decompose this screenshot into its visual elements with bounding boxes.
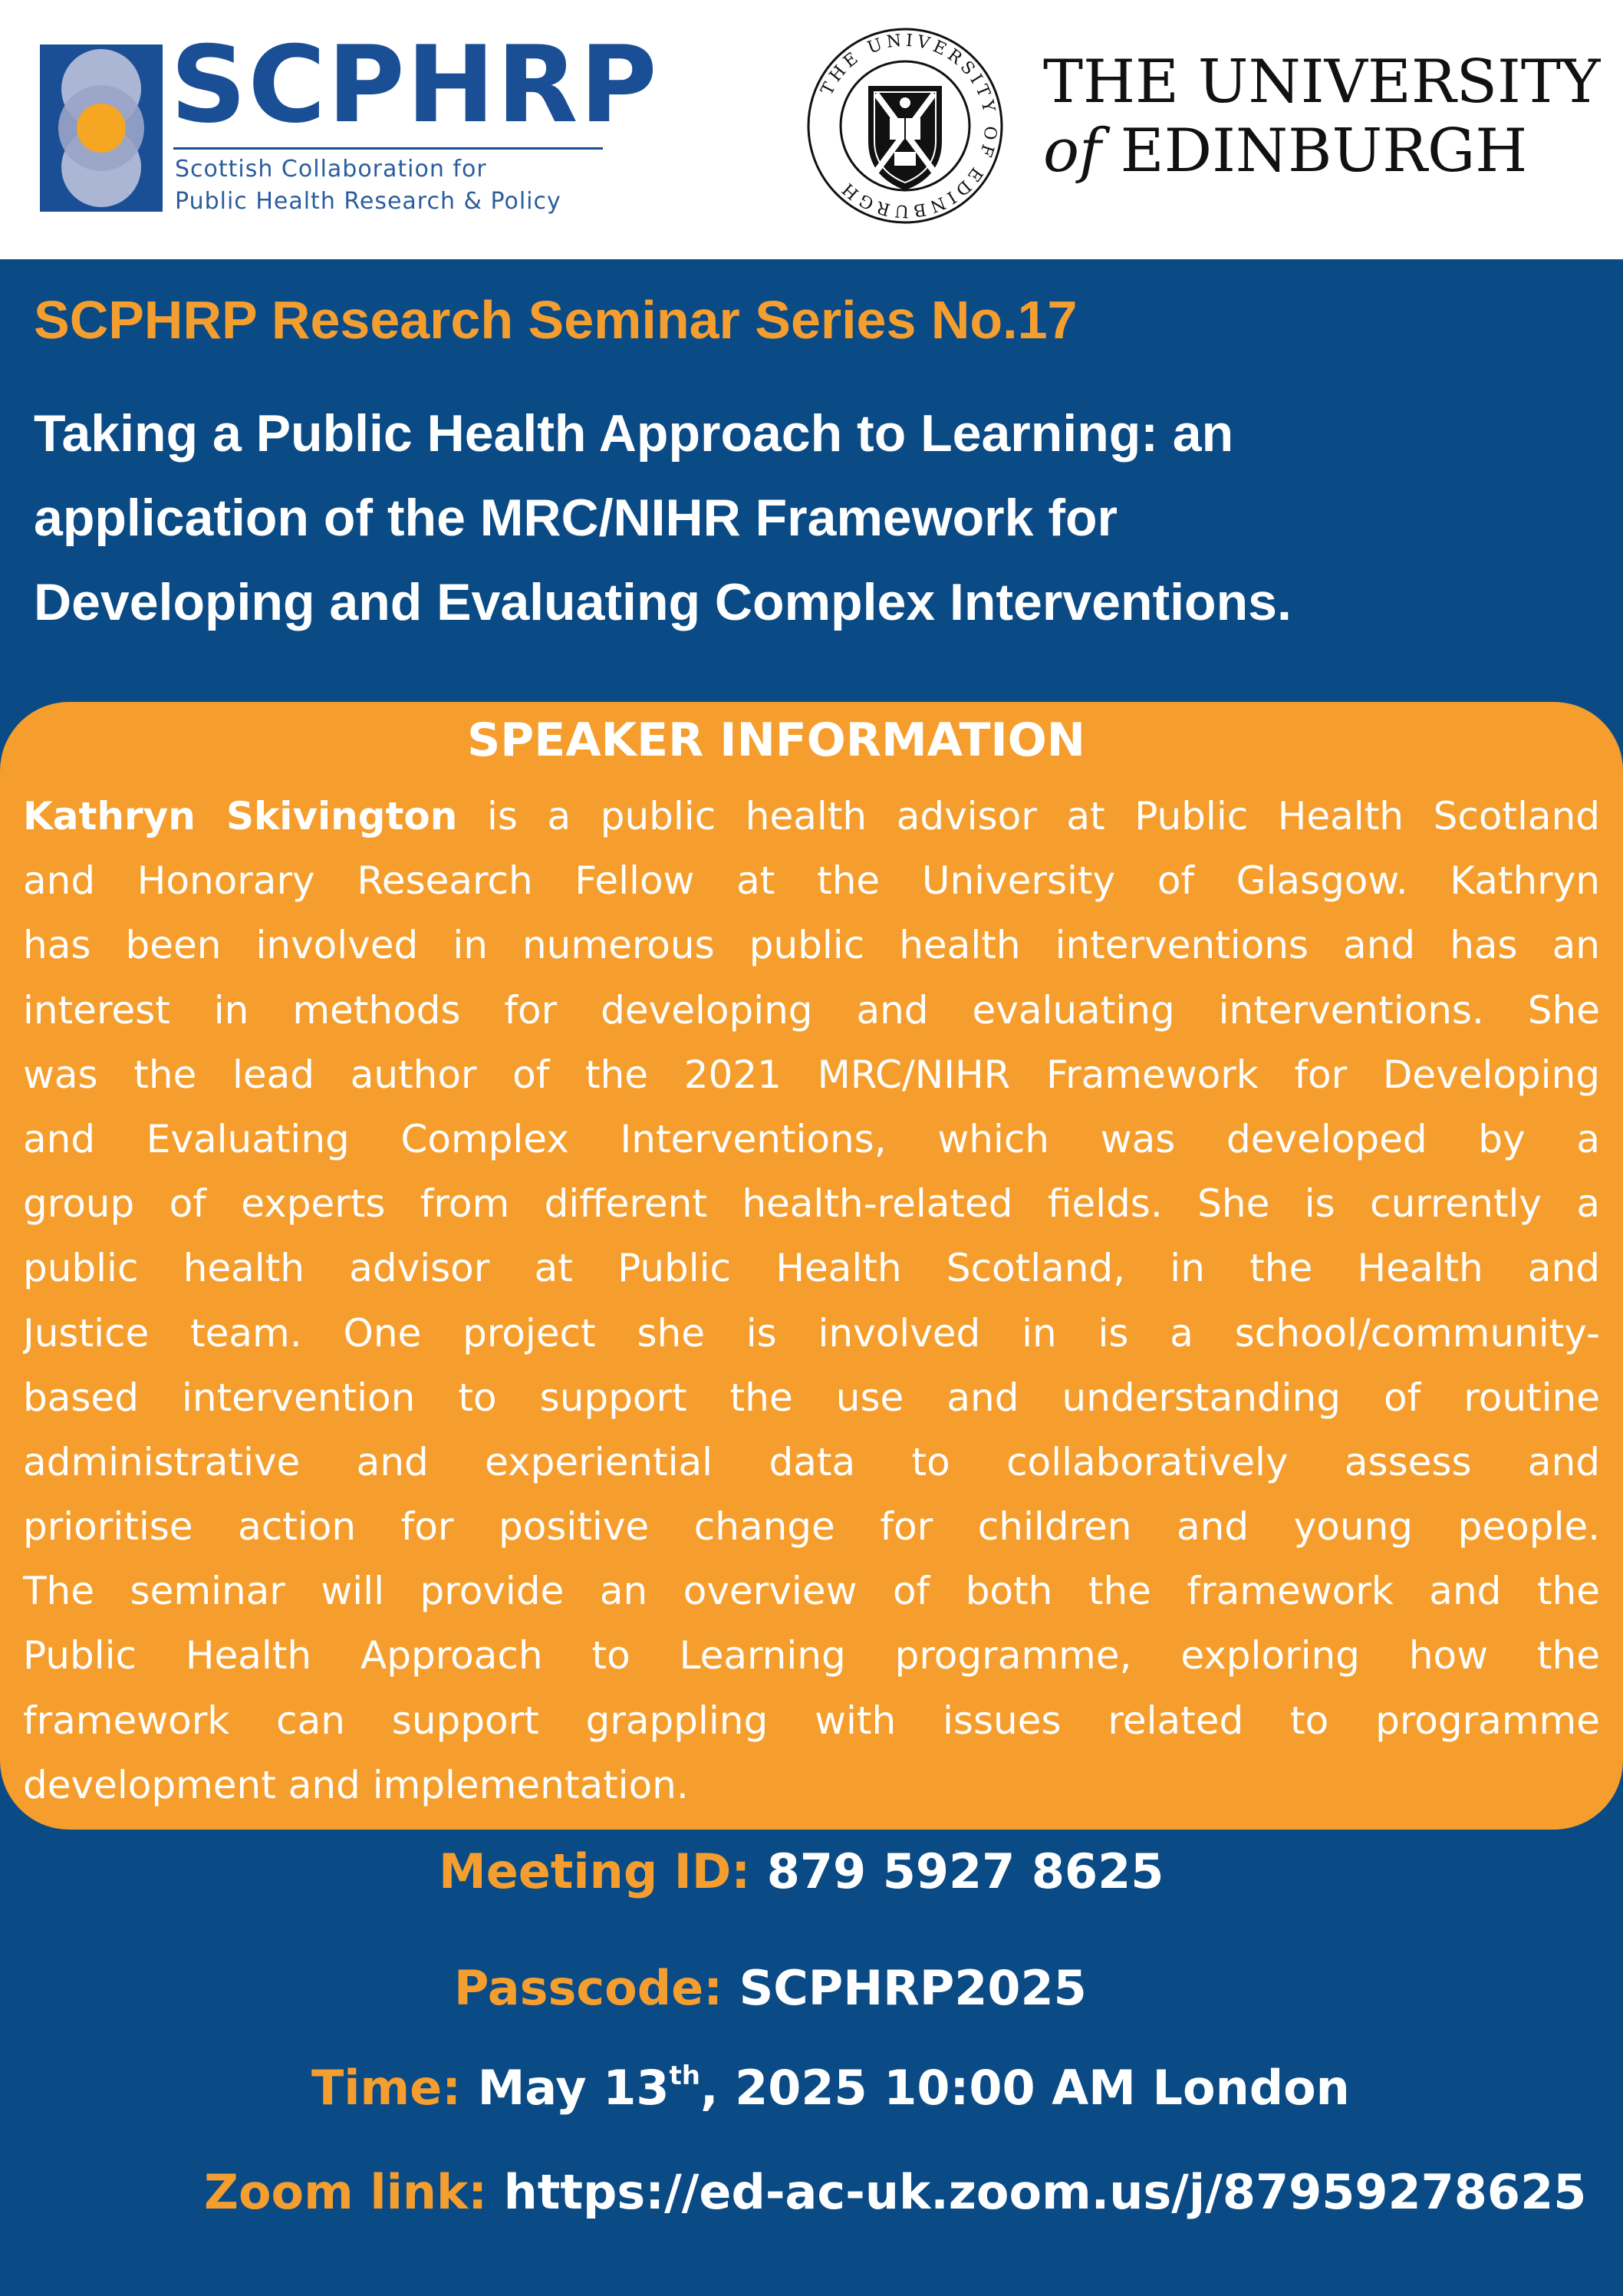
- speaker-bio-line: Justice team. One project she is involved in is a school/community-: [23, 1310, 1600, 1356]
- speaker-bio-line: prioritise action for positive change for children and young people.: [23, 1504, 1600, 1550]
- speaker-bio: [23, 784, 1600, 1817]
- speaker-bio-line: framework can support grappling with issues related to programme: [23, 1698, 1600, 1743]
- speaker-bio-line: public health advisor at Public Health Scotland, in the Health and: [23, 1246, 1600, 1291]
- speaker-bio-line: administrative and experiential data to collaboratively assess and: [23, 1439, 1600, 1484]
- scphrp-subtitle: [175, 153, 561, 218]
- zoom-link-row: [204, 2162, 1586, 2223]
- meeting-id-row: [439, 1841, 1164, 1902]
- speaker-bio-line: based intervention to support the use and understanding of routine: [23, 1375, 1600, 1420]
- speaker-bio-line: interest in methods for developing and evaluating interventions. She: [23, 987, 1600, 1033]
- talk-title-line: Developing and Evaluating Complex Interventions.: [34, 573, 1292, 631]
- university-wordmark-line1: THE UNIVERSITY: [1043, 48, 1601, 117]
- university-wordmark-line2: [1043, 117, 1600, 186]
- meeting-id-value: 879 5927 8625: [766, 1843, 1164, 1899]
- speaker-bio-line: [23, 784, 1600, 848]
- talk-title-line: Taking a Public Health Approach to Learning: an: [34, 404, 1234, 463]
- talk-title-line: application of the MRC/NIHR Framework for: [34, 489, 1118, 547]
- speaker-bio-line: development and implementation.: [23, 1762, 689, 1807]
- speaker-bio-line: has been involved in numerous public health interventions and has an: [23, 923, 1600, 968]
- university-wordmark: [1043, 48, 1600, 186]
- talk-title: [34, 391, 1568, 644]
- time-value: [478, 2060, 1350, 2116]
- university-crest-icon: [805, 26, 1005, 226]
- time-date: May 13: [477, 2060, 670, 2116]
- header-bar: [0, 0, 1623, 259]
- speaker-bio-line: The seminar will provide an overview of both the framework and the: [23, 1569, 1600, 1614]
- scphrp-subtitle-line1: Scottish Collaboration for: [175, 156, 487, 183]
- time-date-suffix: th: [669, 2060, 700, 2091]
- speaker-bio-line: and Evaluating Complex Interventions, which was developed by a: [23, 1116, 1600, 1161]
- passcode-row: [454, 1958, 1087, 2019]
- speaker-bio-line: Public Health Approach to Learning programme, exploring how the: [23, 1633, 1600, 1678]
- speaker-name: Kathryn Skivington: [23, 794, 458, 838]
- seminar-series-title: SCPHRP Research Seminar Series No.17: [34, 290, 1078, 350]
- passcode-value: SCPHRP2025: [739, 1960, 1087, 2016]
- passcode-label: Passcode:: [454, 1960, 723, 2016]
- meeting-id-label: Meeting ID:: [439, 1843, 751, 1899]
- university-wordmark-of: of: [1043, 117, 1101, 186]
- time-row: [311, 2057, 1350, 2119]
- time-label: Time:: [311, 2060, 461, 2116]
- speaker-bio-line: was the lead author of the 2021 MRC/NIHR Framework for Developing: [23, 1052, 1600, 1097]
- time-rest: , 2025 10:00 AM London: [700, 2060, 1350, 2116]
- speaker-bio-line: and Honorary Research Fellow at the University of Glasgow. Kathryn: [23, 858, 1600, 904]
- crest-ring-text: THE UNIVERSITY OF EDINBURGH: [817, 31, 1000, 221]
- zoom-link-value[interactable]: https://ed-ac-uk.zoom.us/j/87959278625: [503, 2164, 1587, 2220]
- speaker-info-heading: SPEAKER INFORMATION: [467, 713, 1085, 767]
- scphrp-divider: [173, 147, 603, 150]
- speaker-bio-text: is a public health advisor at Public Health Scotland: [457, 794, 1600, 838]
- speaker-bio-line: group of experts from different health-related fields. She is currently a: [23, 1181, 1600, 1227]
- zoom-link-label: Zoom link:: [204, 2164, 488, 2220]
- scphrp-logo-icon: [40, 44, 163, 212]
- scphrp-subtitle-line2: Public Health Research & Policy: [175, 188, 561, 215]
- university-wordmark-name: EDINBURGH: [1120, 117, 1528, 186]
- scphrp-wordmark: SCPHRP: [170, 23, 659, 147]
